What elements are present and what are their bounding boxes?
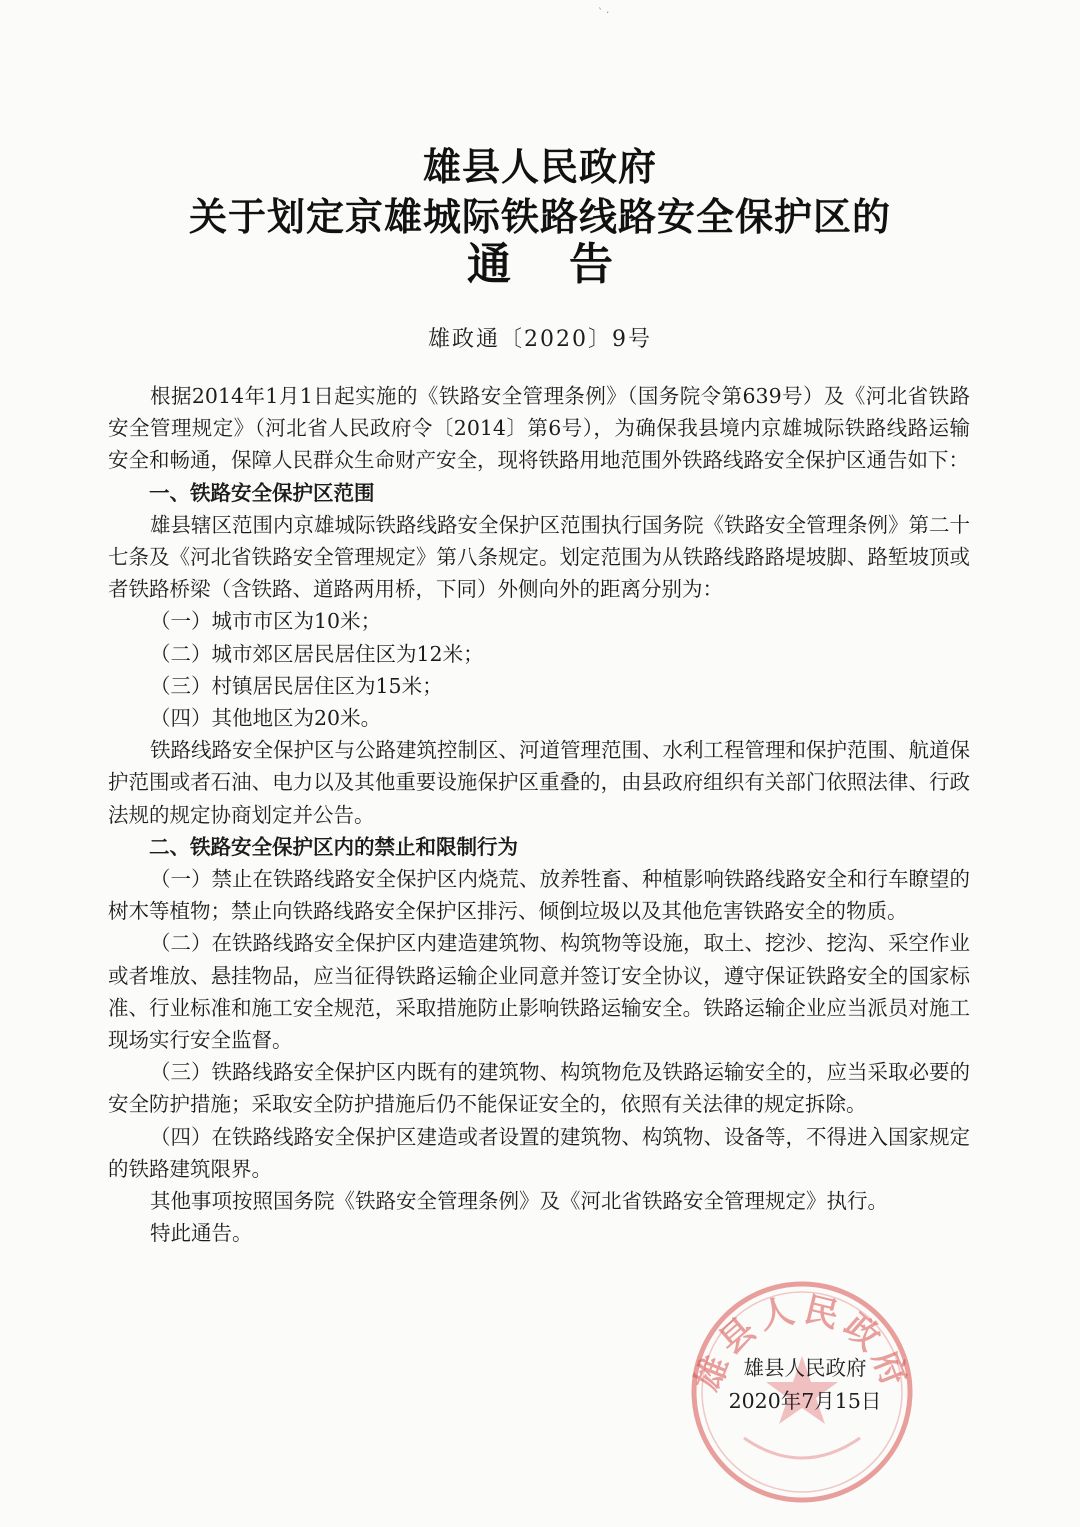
list-item: （一）城市市区为10米；: [150, 609, 382, 634]
doc-type-title: 通告: [467, 239, 671, 290]
subject-title: 关于划定京雄城际铁路线路安全保护区的: [188, 195, 891, 239]
section-heading-2: 二、铁路安全保护区内的禁止和限制行为: [149, 834, 518, 859]
seal-text: 雄县人民政府: [688, 1289, 916, 1397]
issuer-title: 雄县人民政府: [422, 145, 657, 189]
signature-block: [700, 1352, 910, 1418]
closing-line: 特此通告。: [150, 1221, 253, 1246]
signature-date: 2020年7月15日: [728, 1389, 882, 1413]
section-heading-1: 一、铁路安全保护区范围: [149, 480, 375, 505]
other-matters-paragraph: 其他事项按照国务院《铁路安全管理条例》及《河北省铁路安全管理规定》执行。: [150, 1189, 889, 1214]
list-item: （三）村镇居民居住区为15米；: [150, 673, 443, 698]
section-1-overlap-paragraph: 铁路线路安全保护区与公路建筑控制区、河道管理范围、水利工程管理和保护范围、航道保护范围或者石油、电力以及其他重要设施保护区重叠的，由县政府组织有关部门依照法律、行政法规的规定协商划定并公告。: [108, 738, 971, 827]
list-item: （三）铁路线路安全保护区内既有的建筑物、构筑物危及铁路运输安全的，应当采取必要的安全防护措施；采取安全防护措施后仍不能保证安全的，依照有关法律的规定拆除。: [108, 1060, 971, 1117]
section-1-paragraph: 雄县辖区范围内京雄城际铁路线路安全保护区范围执行国务院《铁路安全管理条例》第二十七条及《河北省铁路安全管理规定》第八条规定。划定范围为从铁路线路路堤坡脚、路堑坡顶或者铁路桥梁（含铁路、道路两用桥，下同）外侧向外的距离分别为：: [108, 512, 971, 602]
notice-body: [108, 380, 970, 1249]
signature-issuer: 雄县人民政府: [743, 1356, 867, 1380]
document-number: 雄政通〔2020〕9号: [428, 327, 652, 352]
list-item: （二）在铁路线路安全保护区内建造建筑物、构筑物等设施，取土、挖沙、挖沟、采空作业或者堆放、悬挂物品，应当征得铁路运输企业同意并签订安全协议，遵守保证铁路安全的国家标准、行业标准和施工安全规范，采取措施防止影响铁路运输安全。铁路运输企业应当派员对施工现场实行安全监督。: [108, 931, 971, 1053]
list-item: （二）城市郊区居民居住区为12米；: [150, 641, 484, 666]
intro-paragraph: 根据2014年1月1日起实施的《铁路安全管理条例》（国务院令第639号）及《河北省铁路安全管理规定》（河北省人民政府令〔2014〕第6号），为确保我县境内京雄城际铁路线路运输安全和畅通，保障人民群众生命财产安全，现将铁路用地范围外铁路线路安全保护区通告如下：: [108, 384, 970, 473]
list-item: （四）在铁路线路安全保护区建造或者设置的建筑物、构筑物、设备等，不得进入国家规定的铁路建筑限界。: [108, 1124, 971, 1181]
list-item: （四）其他地区为20米。: [150, 706, 382, 731]
list-item: （一）禁止在铁路线路安全保护区内烧荒、放养牲畜、种植影响铁路线路安全和行车瞭望的树木等植物；禁止向铁路线路安全保护区排污、倾倒垃圾以及其他危害铁路安全的物质。: [108, 867, 971, 924]
scan-speck: ˋ ·: [598, 8, 610, 19]
